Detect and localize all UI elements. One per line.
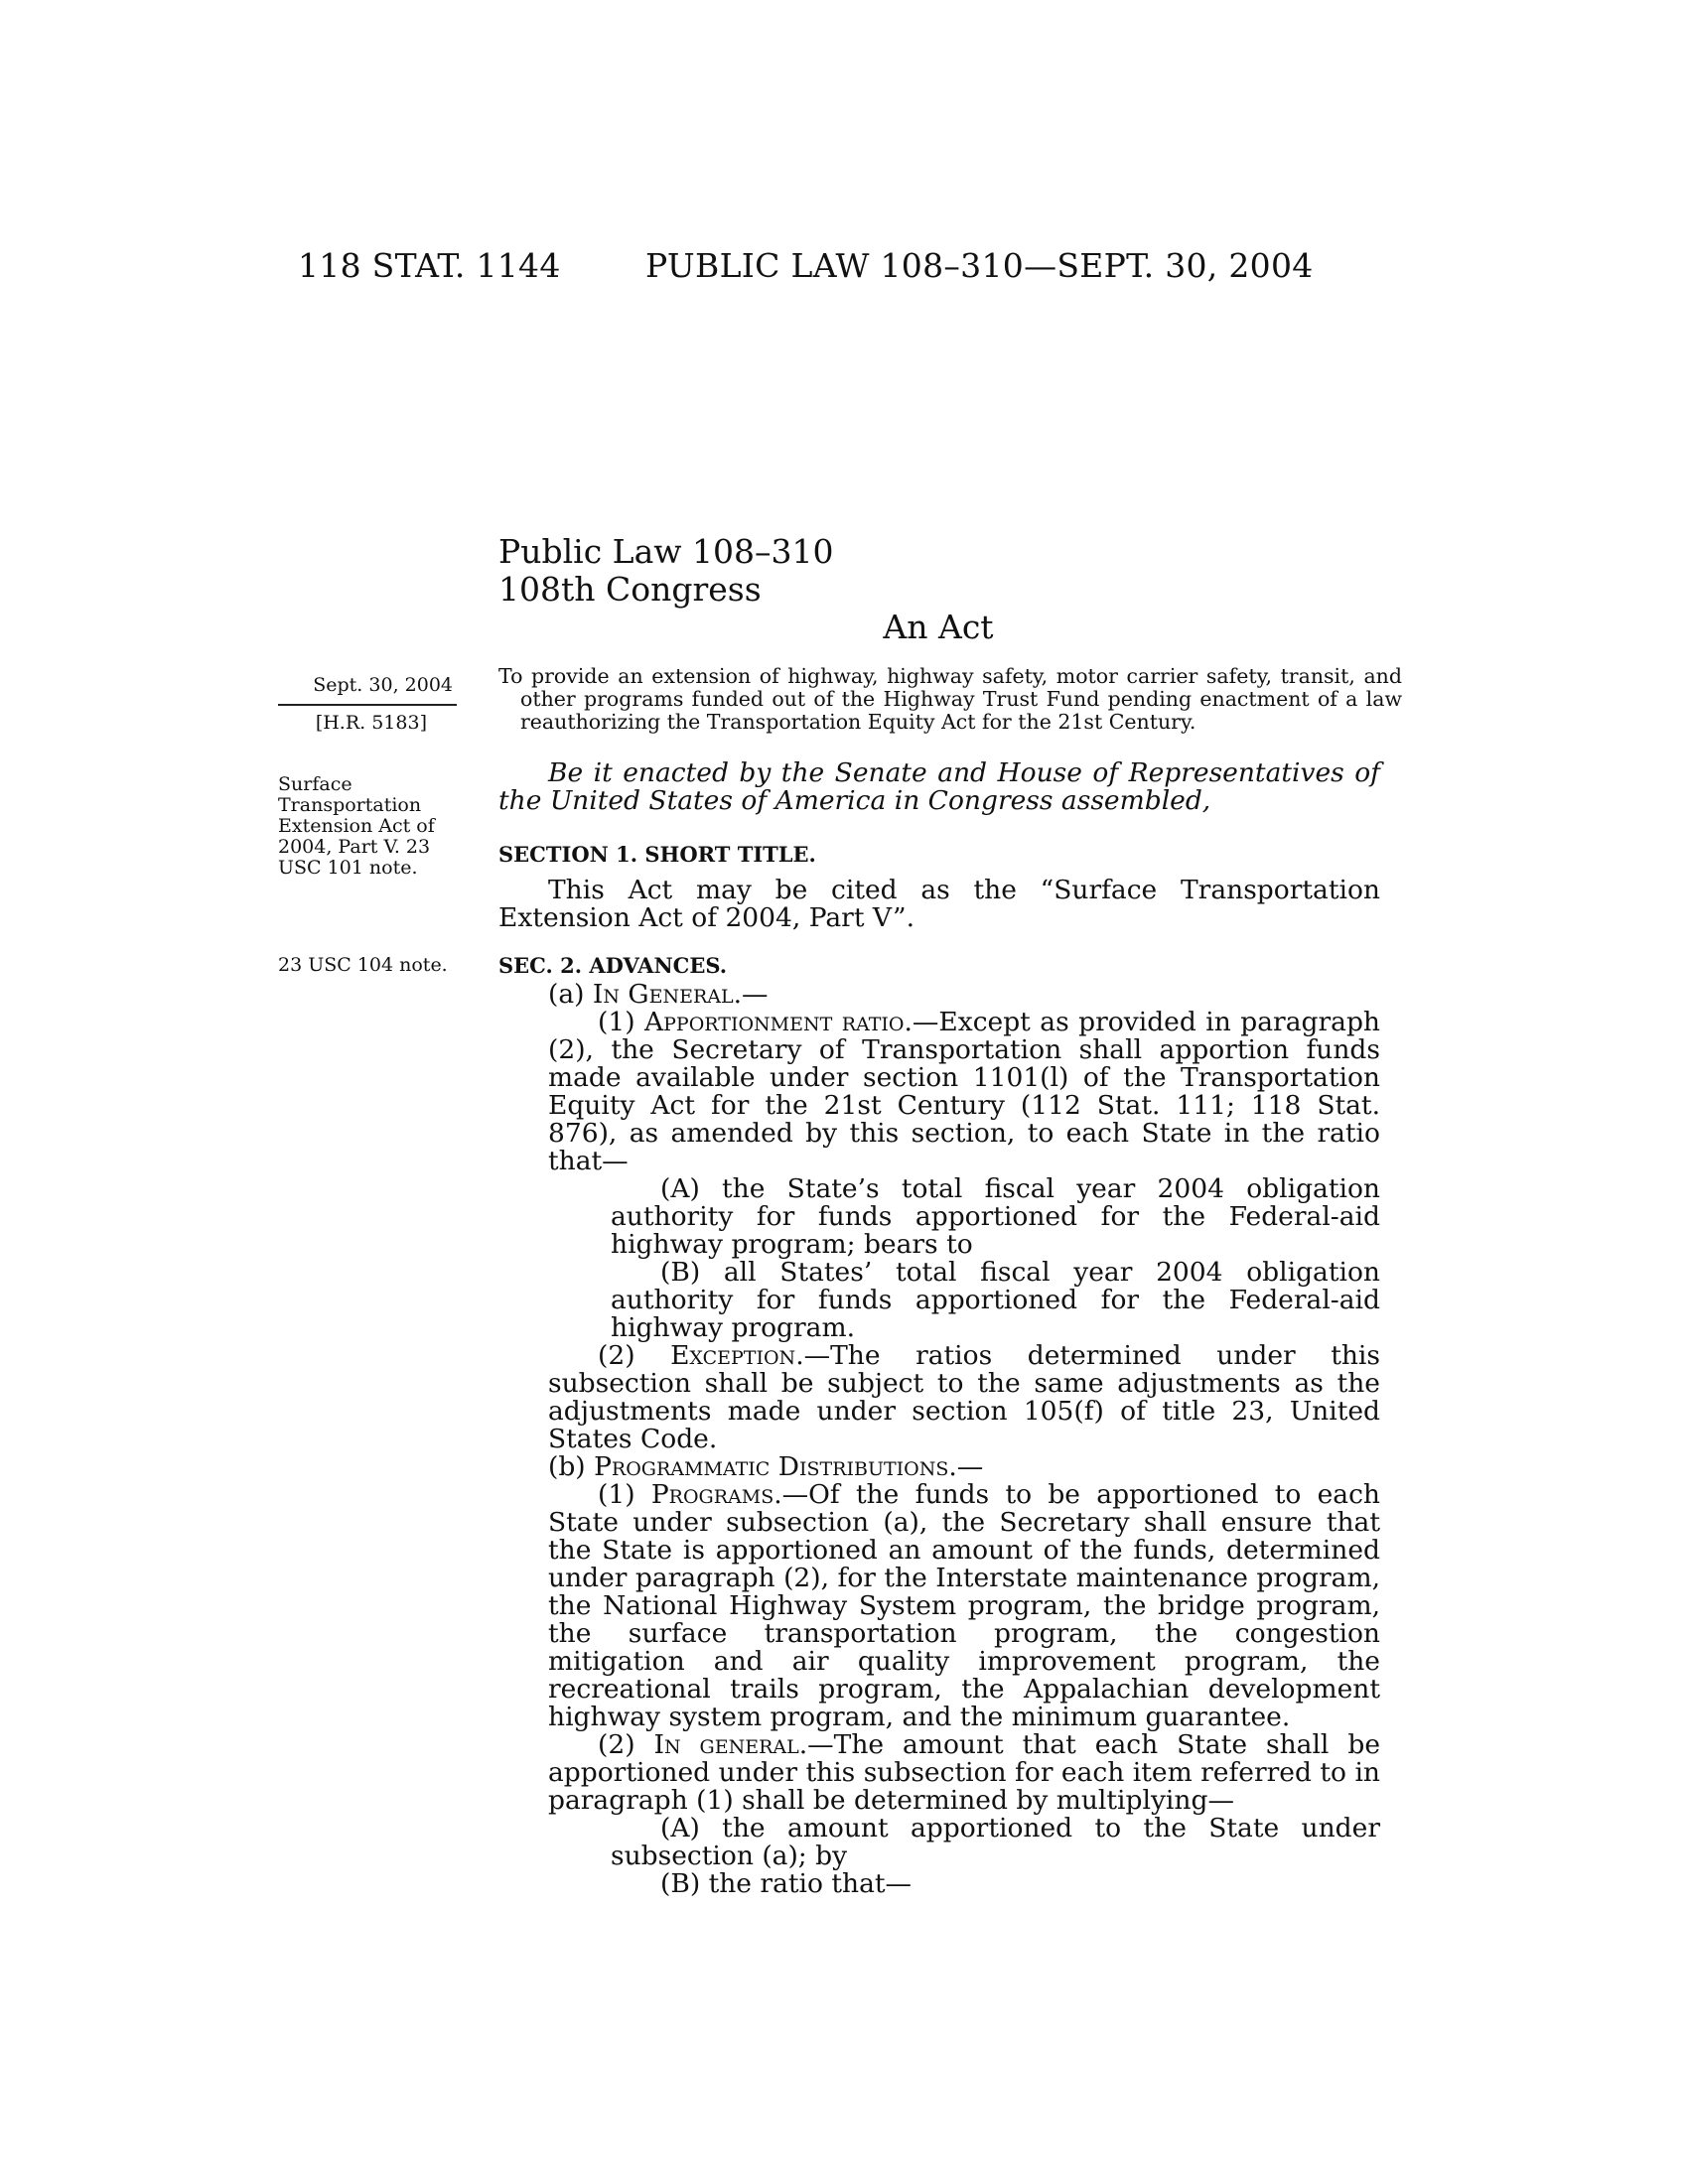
paragraph-a2: (2) Exception.—The ratios determined under this subsection shall be subject to the same adjustments as the adjustments made under section 105(f) of title 23, United States Code.: [548, 1340, 1381, 1454]
purpose-statement: To provide an extension of highway, highway safety, motor carrier safety, transit, and other programs funded out of the Highway Trust Fund pending enactment of a law reauthorizing the Transportation Equity Act for the 21st Century.: [498, 664, 1402, 734]
subparagraph-a1B: (B) all States’ total fiscal year 2004 obligation authority for funds apportioned for the Federal-aid highway program.: [611, 1257, 1380, 1343]
an-act-title: An Act: [883, 608, 994, 646]
subparagraph-b2A: (A) the amount apportioned to the State under subsection (a); by: [611, 1813, 1380, 1871]
margin-sec2-note: 23 USC 104 note.: [278, 954, 448, 976]
section2-heading: SEC. 2. ADVANCES.: [498, 953, 728, 978]
margin-date: Sept. 30, 2004: [278, 675, 457, 706]
section2-body: [498, 981, 1380, 1898]
page-reference: 118 STAT. 1144: [298, 246, 561, 285]
law-number: Public Law 108–310: [498, 532, 834, 571]
section1-text: This Act may be cited as the “Surface Transportation Extension Act of 2004, Part V”.: [498, 875, 1380, 933]
subparagraph-b2B: (B) the ratio that—: [660, 1868, 913, 1899]
section1-heading: SECTION 1. SHORT TITLE.: [498, 842, 816, 867]
margin-bill-number: [H.R. 5183]: [315, 712, 427, 734]
subsection-a: (a) In General.—: [548, 979, 769, 1010]
paragraph-b1: (1) Programs.—Of the funds to be apportioned to each State under subsection (a), the Secretary shall ensure that the State is apportioned an amount of the funds, determined under paragraph (2), for the Interstate maintenance program, the National Highway System program, the bridge program, the surface transportation program, the congestion mitigation and air quality improvement program, the recreational trails program, the Appalachian development highway system program, and the minimum guarantee.: [548, 1479, 1380, 1732]
margin-date-block: [278, 675, 457, 734]
congress: 108th Congress: [498, 570, 762, 609]
paragraph-b2: (2) In general.—The amount that each State shall be apportioned under this subsection for each item referred to in paragraph (1) shall be determined by multiplying—: [548, 1729, 1381, 1816]
running-title: PUBLIC LAW 108–310—SEPT. 30, 2004: [645, 246, 1314, 285]
subparagraph-a1A: (A) the State’s total fiscal year 2004 obligation authority for funds apportioned for the Federal-aid highway program; bears to: [611, 1173, 1380, 1260]
law-heading: [498, 533, 833, 609]
paragraph-a1: (1) Apportionment ratio.—Except as provided in paragraph (2), the Secretary of Transportation shall apportion funds made available under section 1101(l) of the Transportation Equity Act for the 21st Century (112 Stat. 111; 118 Stat. 876), as amended by this section, to each State in the ratio that—: [548, 1007, 1380, 1176]
margin-short-title-note: Surface Transportation Extension Act of 2004, Part V. 23 USC 101 note.: [278, 773, 435, 879]
enacting-clause: Be it enacted by the Senate and House of Representatives of the United States of America in Congress assembled,: [498, 757, 1380, 816]
subsection-b: (b) Programmatic Distributions.—: [548, 1451, 984, 1482]
